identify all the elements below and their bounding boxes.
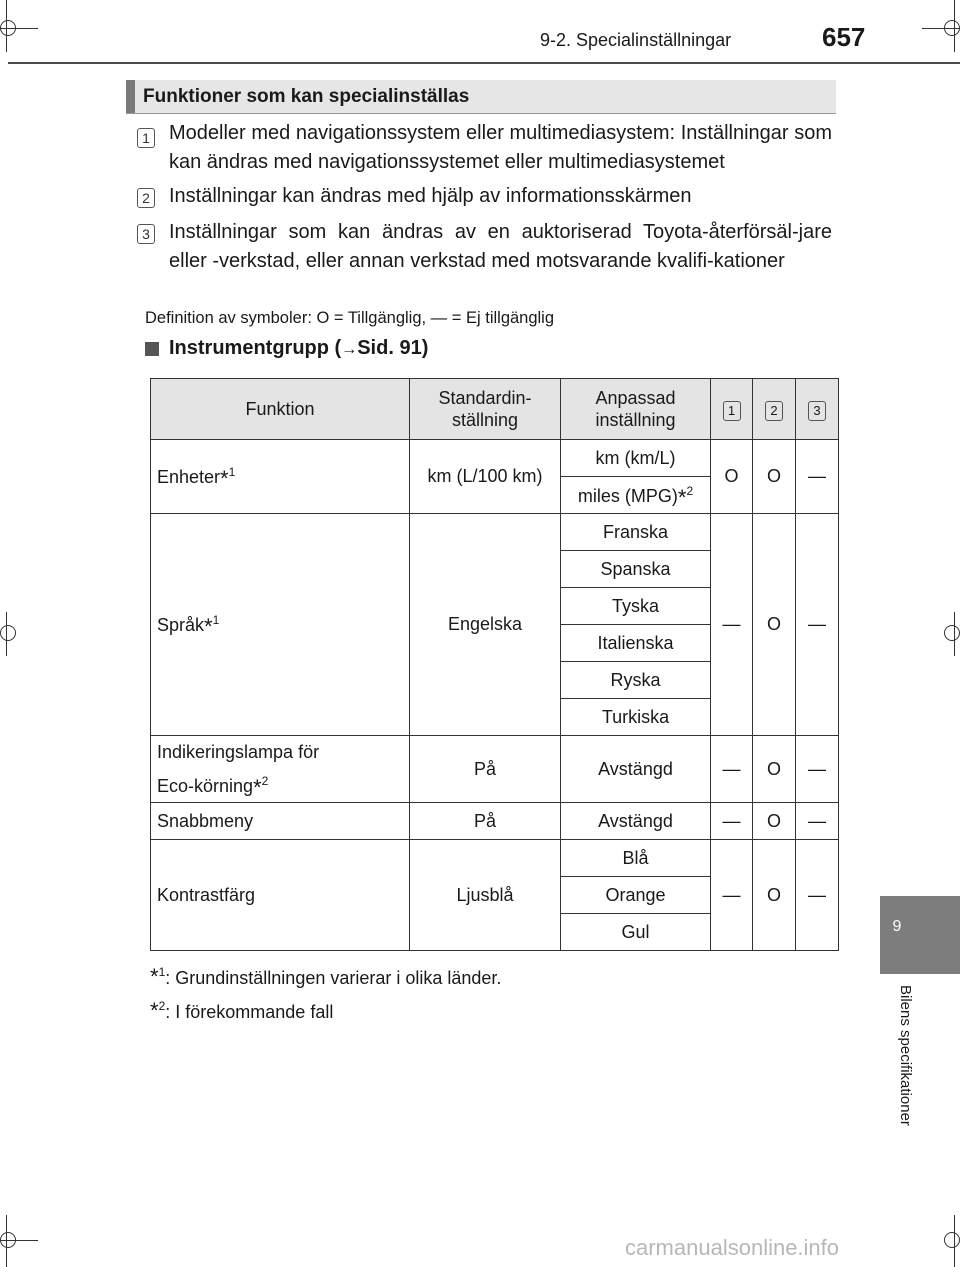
page-reference[interactable]: Sid. 91) xyxy=(357,337,429,359)
function-label: Enheter xyxy=(157,467,221,487)
footnote-ref: 1 xyxy=(212,613,220,627)
item-number-badge: 3 xyxy=(137,224,155,244)
footnote-text: : Grundinställningen varierar i olika länder. xyxy=(165,968,502,988)
list-item-text: Modeller med navigationssystem eller multimediasystem: Inställningar som kan ändras med navigationssystemet eller multimediasystemet xyxy=(169,122,832,173)
footnote-star: * xyxy=(150,964,159,989)
cell-availability-3: — xyxy=(796,803,839,840)
cell-availability-2: O xyxy=(753,440,796,514)
cell-option: Franska xyxy=(561,514,711,551)
option-label: miles (MPG) xyxy=(577,485,678,506)
cell-availability-3: — xyxy=(796,514,839,736)
cell-function: Kontrastfärg xyxy=(151,840,410,951)
footnote-number: 2 xyxy=(158,999,166,1013)
footnote-star: * xyxy=(253,774,262,800)
cell-function xyxy=(151,736,410,803)
cell-default: km (L/100 km) xyxy=(410,440,561,514)
header-function: Funktion xyxy=(151,379,410,440)
cell-function xyxy=(151,514,410,736)
table-row xyxy=(151,840,839,877)
cell-availability-1: — xyxy=(711,803,753,840)
item-number-badge: 1 xyxy=(137,128,155,148)
cell-default: Ljusblå xyxy=(410,840,561,951)
cell-function xyxy=(151,440,410,514)
header-custom xyxy=(561,379,711,440)
cell-availability-1: O xyxy=(711,440,753,514)
header-default xyxy=(410,379,561,440)
cell-option: Turkiska xyxy=(561,699,711,736)
running-header-section: 9-2. Specialinställningar xyxy=(540,30,732,50)
settings-table xyxy=(150,378,839,951)
footnote-star: * xyxy=(204,614,213,639)
cell-option: km (km/L) xyxy=(561,440,711,477)
cell-option: Blå xyxy=(561,840,711,877)
footnote-ref: 2 xyxy=(261,773,269,788)
footnote-ref: 2 xyxy=(686,483,694,498)
cell-availability-3: — xyxy=(796,736,839,803)
cell-option: Avstängd xyxy=(561,736,711,803)
registration-mark-icon xyxy=(944,1232,960,1248)
footnote xyxy=(150,998,333,1024)
function-label: Språk xyxy=(157,615,205,635)
header-col-2 xyxy=(753,379,796,440)
footnote xyxy=(150,964,501,990)
header-number-badge: 2 xyxy=(765,401,783,421)
square-bullet-icon xyxy=(145,342,159,356)
cell-option: Spanska xyxy=(561,551,711,588)
cell-default: På xyxy=(410,803,561,840)
header-number-badge: 3 xyxy=(808,401,826,421)
symbol-definition: Definition av symboler: O = Tillgänglig, — = Ej tillgänglig xyxy=(145,309,555,327)
function-label-line2: Eco-körning xyxy=(157,775,254,796)
header-rule xyxy=(8,62,960,64)
subheading xyxy=(169,337,428,360)
cell-availability-2: O xyxy=(753,840,796,951)
table-row xyxy=(151,514,839,551)
registration-mark-icon xyxy=(944,20,960,36)
table-header-row xyxy=(151,379,839,440)
arrow-right-icon: → xyxy=(341,341,358,358)
cell-availability-3: — xyxy=(796,440,839,514)
cell-availability-2: O xyxy=(753,803,796,840)
table-row xyxy=(151,440,839,477)
header-default-line1: Standardin- xyxy=(438,388,532,408)
section-heading: Funktioner som kan specialinställas xyxy=(126,80,836,113)
watermark: carmanualsonline.info xyxy=(625,1235,840,1260)
header-custom-line2: inställning xyxy=(595,410,676,430)
cell-availability-3: — xyxy=(796,840,839,951)
cell-option: Italienska xyxy=(561,625,711,662)
registration-mark-icon xyxy=(0,20,16,36)
cell-option: Avstängd xyxy=(561,803,711,840)
footnote-star: * xyxy=(150,998,159,1023)
header-number-badge: 1 xyxy=(723,401,741,421)
list-item-text: Inställningar kan ändras med hjälp av informationsskärmen xyxy=(169,185,692,207)
page-number: 657 xyxy=(822,22,866,52)
chapter-tab-number: 9 xyxy=(892,918,902,935)
footnote-star: * xyxy=(677,484,687,510)
section-heading-rule xyxy=(126,113,836,114)
table-row xyxy=(151,803,839,840)
cell-option: Tyska xyxy=(561,588,711,625)
registration-mark-icon xyxy=(0,1232,16,1248)
cell-option: Gul xyxy=(561,914,711,951)
cell-default: På xyxy=(410,736,561,803)
cell-availability-1: — xyxy=(711,736,753,803)
cell-option: Ryska xyxy=(561,662,711,699)
footnote-ref: 1 xyxy=(228,465,236,479)
cell-default: Engelska xyxy=(410,514,561,736)
cell-option xyxy=(561,477,711,514)
cell-availability-2: O xyxy=(753,514,796,736)
header-default-line2: ställning xyxy=(451,410,519,430)
header-custom-line1: Anpassad xyxy=(595,388,676,408)
function-label-line1: Indikeringslampa för xyxy=(157,741,320,762)
cell-option: Orange xyxy=(561,877,711,914)
cell-availability-1: — xyxy=(711,840,753,951)
subheading-text: Instrumentgrupp ( xyxy=(169,337,342,359)
footnote-number: 1 xyxy=(158,965,166,979)
footnote-text: : I förekommande fall xyxy=(165,1002,334,1022)
header-col-3 xyxy=(796,379,839,440)
registration-mark-icon xyxy=(944,625,960,641)
cell-function: Snabbmeny xyxy=(151,803,410,840)
list-item-text: Inställningar som kan ändras av en auktoriserad Toyota-återförsäl-jare eller -verkstad, eller annan verkstad med motsvarande kvalifi-kationer xyxy=(169,221,832,272)
cell-availability-2: O xyxy=(753,736,796,803)
registration-mark-icon xyxy=(0,625,16,641)
cell-availability-1: — xyxy=(711,514,753,736)
table-row xyxy=(151,736,839,803)
chapter-tab-label: Bilens specifikationer xyxy=(897,985,914,1126)
item-number-badge: 2 xyxy=(137,188,155,208)
header-col-1 xyxy=(711,379,753,440)
footnote-star: * xyxy=(220,466,229,491)
